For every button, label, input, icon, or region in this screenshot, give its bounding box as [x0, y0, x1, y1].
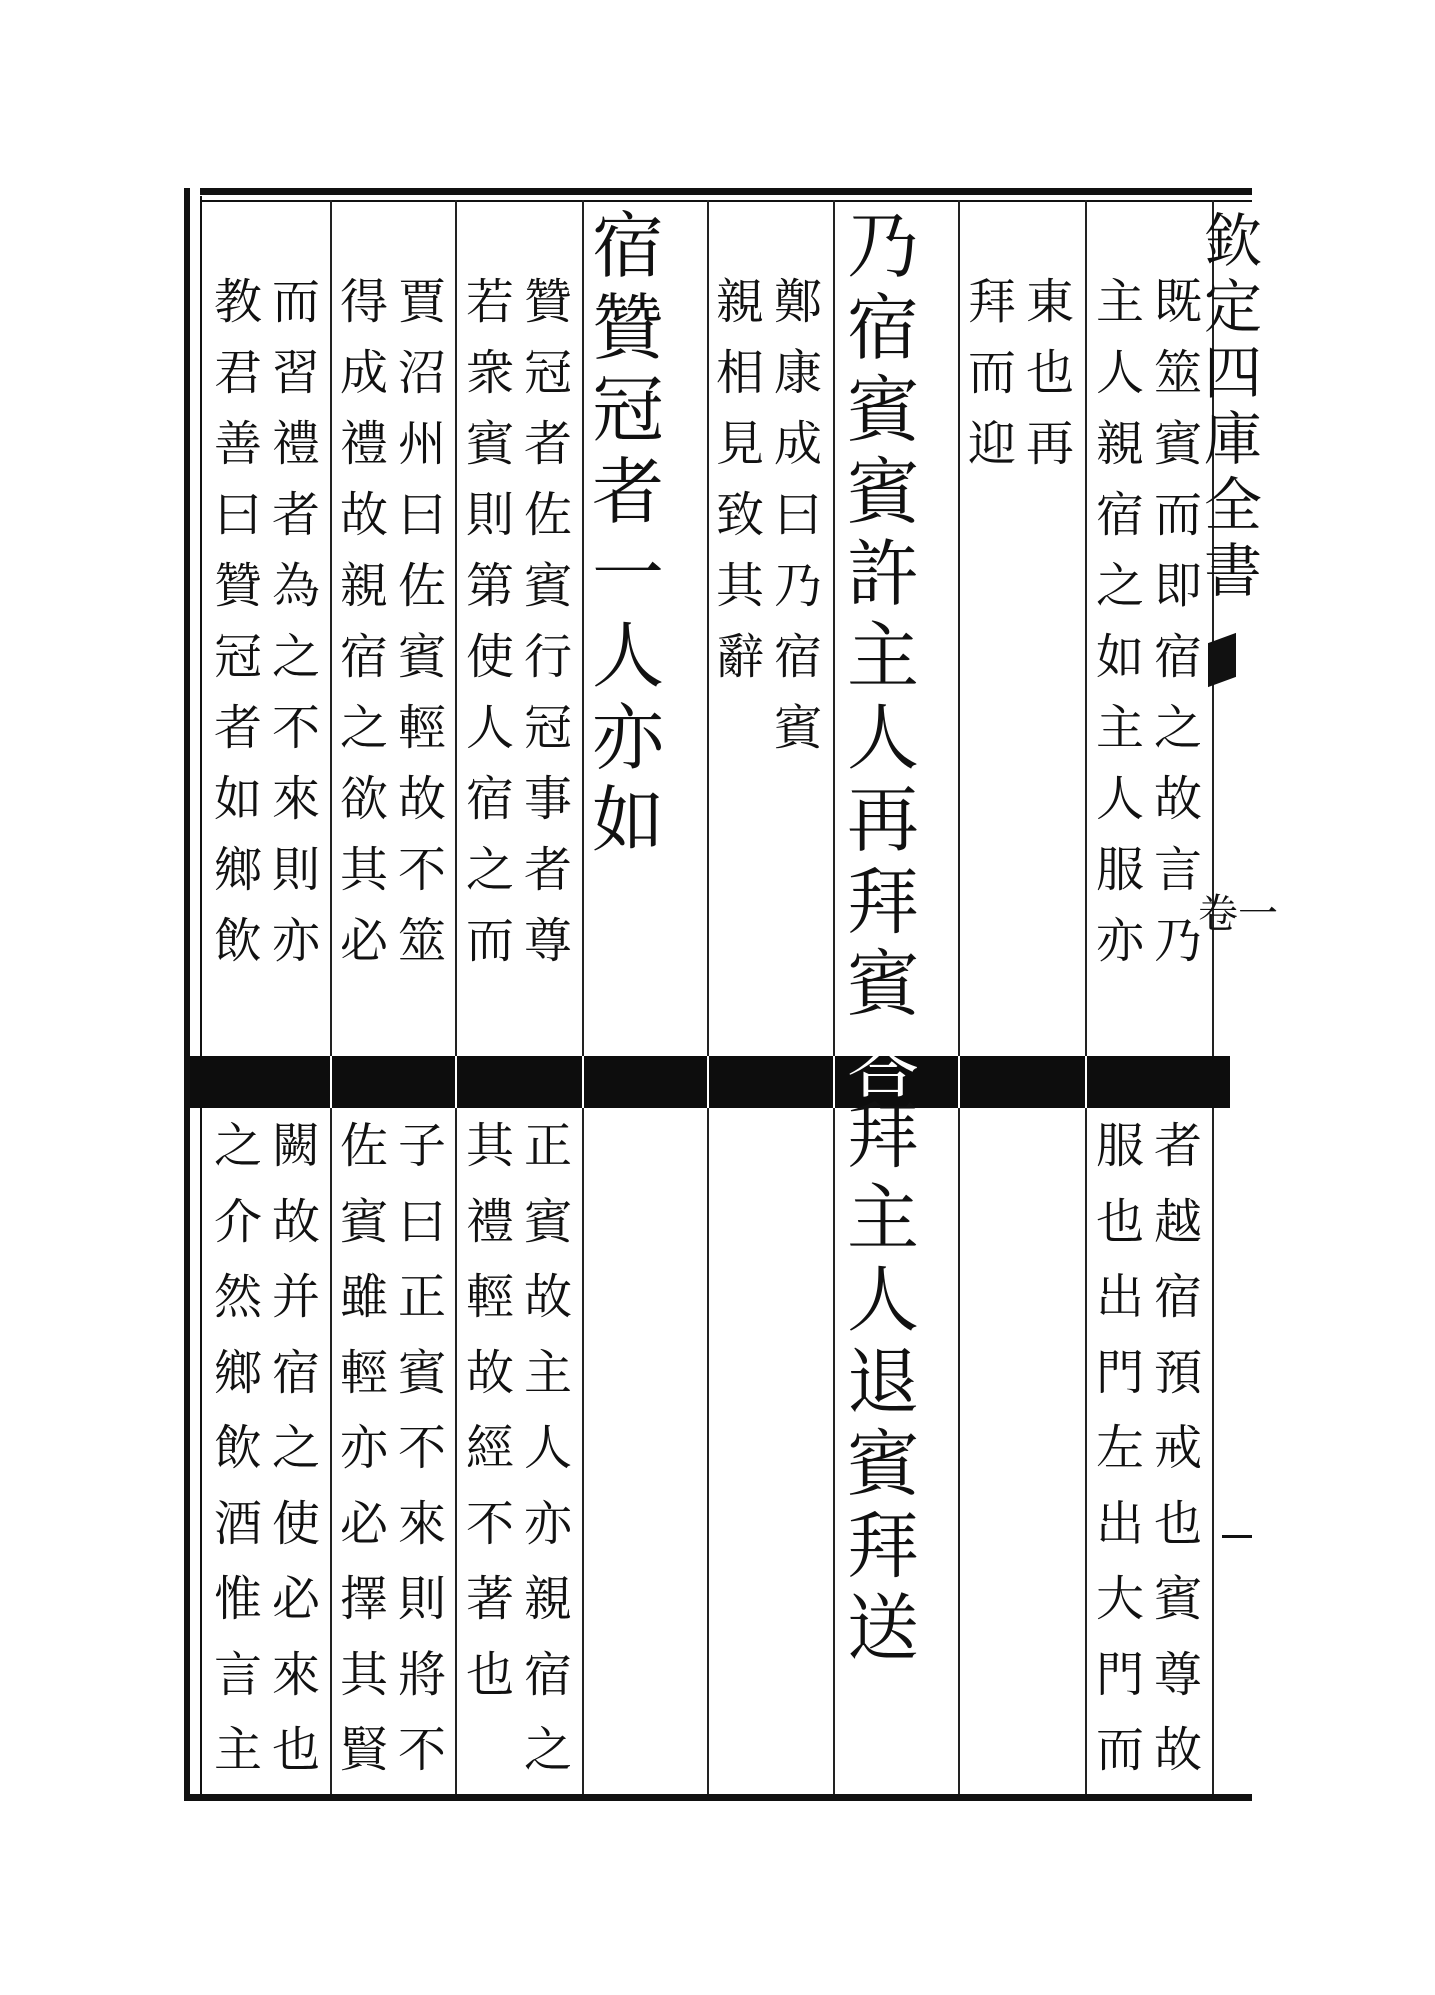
glyph: 也 [1095, 1193, 1144, 1250]
glyph: 賈 [397, 274, 446, 330]
glyph: 酒 [213, 984, 262, 1040]
glyph: 故 [523, 1269, 572, 1325]
glyph: 拜 [846, 1094, 919, 1178]
glyph: 著 [465, 1571, 514, 1627]
glyph: 主 [1095, 700, 1144, 756]
glyph: 賓 [339, 1193, 388, 1250]
glyph: 飲 [213, 913, 262, 969]
glyph: 佐 [523, 487, 572, 543]
glyph: 輕 [397, 700, 446, 756]
glyph: 來 [271, 771, 320, 827]
band-divider [707, 1056, 709, 1108]
glyph: 鄉 [213, 1344, 262, 1401]
column-divider [455, 200, 457, 1794]
band-divider [582, 1056, 584, 1108]
glyph: 拜 [846, 860, 919, 944]
glyph: 即 [1153, 558, 1202, 614]
glyph: 故 [271, 1193, 320, 1250]
glyph: 大 [1095, 1571, 1144, 1627]
glyph: 正 [523, 1118, 572, 1174]
glyph: 成 [339, 345, 388, 401]
column-divider [958, 200, 960, 1794]
glyph: 而 [1153, 487, 1202, 543]
glyph: 乃 [846, 204, 919, 288]
title-char: 欽 [1203, 207, 1262, 275]
band-divider [330, 1056, 332, 1108]
col-4b-top [712, 274, 768, 775]
glyph: 曰 [397, 487, 446, 543]
glyph: 宿 [1153, 1269, 1202, 1325]
glyph: 冠 [591, 368, 664, 452]
glyph: 朝 [1095, 984, 1144, 1040]
glyph: 賓 [846, 942, 919, 1026]
glyph: 不 [397, 1420, 446, 1476]
glyph: 人 [1095, 345, 1144, 401]
glyph: 者 [773, 771, 822, 827]
glyph: 如 [1095, 629, 1144, 685]
glyph: 第 [465, 558, 514, 614]
glyph: 親 [1095, 416, 1144, 472]
glyph: 也 [1025, 345, 1074, 401]
glyph: 主 [523, 1344, 572, 1401]
band-divider [455, 1056, 457, 1108]
glyph: 人 [1095, 771, 1144, 827]
col-8b-bottom [210, 1118, 266, 1802]
glyph: 來 [397, 1495, 446, 1552]
glyph: 之 [271, 1420, 320, 1476]
glyph: 賓 [465, 416, 514, 472]
glyph: 而 [1095, 1722, 1144, 1778]
glyph: 東 [1025, 274, 1074, 330]
title-char: 全 [1203, 471, 1262, 539]
title-char: 書 [1203, 537, 1262, 605]
col-8-bottom [268, 1118, 324, 1802]
glyph: 故 [1153, 771, 1202, 827]
glyph: 康 [773, 345, 822, 401]
glyph: 不 [397, 842, 446, 898]
glyph: 筮 [397, 913, 446, 969]
glyph: 闕 [271, 1118, 320, 1174]
glyph: 不 [397, 1722, 446, 1778]
title-char: 四 [1203, 339, 1262, 407]
glyph: 其 [715, 558, 764, 614]
fish-tail-mark [1208, 633, 1236, 687]
glyph: 不 [465, 1495, 514, 1552]
glyph: 尊 [1153, 1646, 1202, 1703]
col-5-top [586, 204, 670, 948]
frame-top-inner-border [200, 200, 1252, 202]
frame-top-border [200, 188, 1252, 195]
glyph: 者 [271, 487, 320, 543]
glyph: 許 [846, 532, 919, 616]
glyph: 鄉 [213, 842, 262, 898]
glyph: 贊 [591, 286, 664, 370]
glyph: 主 [213, 1722, 262, 1778]
glyph: 人 [846, 1258, 919, 1342]
glyph: 再 [1025, 416, 1074, 472]
glyph: 主 [846, 1176, 919, 1260]
col-1b-bottom [1092, 1118, 1148, 1802]
glyph: 賓 [523, 1193, 572, 1250]
glyph: 之 [213, 1118, 262, 1174]
glyph: 之 [1153, 700, 1202, 756]
glyph: 之 [1095, 558, 1144, 614]
glyph: 之 [591, 860, 664, 944]
glyph: 欲 [339, 771, 388, 827]
glyph: 亦 [1095, 913, 1144, 969]
glyph: 言 [213, 1646, 262, 1703]
glyph: 佐 [397, 558, 446, 614]
glyph: 也 [1153, 1495, 1202, 1552]
glyph: 人 [846, 696, 919, 780]
glyph: 為 [271, 558, 320, 614]
glyph: 主 [846, 614, 919, 698]
glyph: 既 [1153, 274, 1202, 330]
glyph: 宿 [1153, 629, 1202, 685]
glyph: 事 [523, 771, 572, 827]
glyph: 故 [465, 1344, 514, 1401]
band-divider [1085, 1056, 1087, 1108]
glyph: 乃 [773, 558, 822, 614]
glyph: 也 [715, 700, 764, 756]
glyph: 已 [465, 984, 514, 1040]
glyph: 再 [846, 778, 919, 862]
glyph: 者 [523, 842, 572, 898]
glyph: 而 [465, 913, 514, 969]
band-divider [958, 1056, 960, 1108]
glyph: 宿 [773, 629, 822, 685]
glyph: 有 [271, 984, 320, 1040]
glyph: 亦 [271, 913, 320, 969]
book-title [1200, 207, 1266, 608]
glyph: 宿 [1095, 487, 1144, 543]
glyph: 擇 [339, 1571, 388, 1627]
glyph: 答 [846, 1024, 919, 1108]
glyph: 也 [465, 1646, 514, 1703]
glyph: 宿 [271, 1344, 320, 1401]
glyph: 次 [523, 984, 572, 1040]
glyph: 賓 [773, 700, 822, 756]
col-8-top [268, 274, 324, 1059]
glyph: 習 [271, 345, 320, 401]
glyph: 人 [465, 700, 514, 756]
glyph: 也 [967, 487, 1016, 543]
glyph: 親 [523, 1571, 572, 1627]
glyph: 故 [397, 771, 446, 827]
glyph: 經 [465, 1420, 514, 1476]
glyph: 鄭 [773, 274, 822, 330]
glyph: 雖 [339, 1269, 388, 1325]
column-divider [330, 200, 332, 1794]
glyph: 人 [523, 1420, 572, 1476]
glyph: 酒 [213, 1495, 262, 1552]
glyph: 越 [1153, 1193, 1202, 1250]
band-divider [833, 1056, 835, 1108]
glyph: 然 [213, 1269, 262, 1325]
glyph: 戒 [1153, 1420, 1202, 1476]
glyph: 主 [1095, 274, 1144, 330]
glyph: 一 [591, 532, 664, 616]
glyph: 輕 [465, 1269, 514, 1325]
glyph: 宿 [846, 286, 919, 370]
glyph: 必 [339, 913, 388, 969]
glyph: 子 [397, 1118, 446, 1174]
glyph: 君 [213, 345, 262, 401]
glyph: 賓 [397, 1344, 446, 1401]
glyph: 賓 [846, 450, 919, 534]
column-divider [833, 200, 835, 1794]
glyph: 宿 [339, 629, 388, 685]
glyph: 門 [1095, 1646, 1144, 1703]
glyph: 亦 [591, 696, 664, 780]
glyph: 拜 [1025, 487, 1074, 543]
glyph: 之 [271, 629, 320, 685]
glyph: 其 [339, 842, 388, 898]
glyph: 曰 [397, 1193, 446, 1250]
glyph: 服 [1095, 1118, 1144, 1174]
glyph: 得 [339, 274, 388, 330]
glyph: 來 [271, 1646, 320, 1703]
col-7-bottom [394, 1118, 450, 1802]
col-6-bottom [520, 1118, 576, 1802]
frame-left-border [184, 188, 190, 1801]
glyph: 善 [213, 416, 262, 472]
col-2-top [1022, 274, 1078, 562]
glyph: 禮 [465, 1193, 514, 1250]
glyph: 其 [465, 1118, 514, 1174]
glyph: 亦 [339, 1420, 388, 1476]
glyph: 贊 [523, 274, 572, 330]
glyph: 州 [397, 416, 446, 472]
glyph: 預 [1153, 1344, 1202, 1401]
scan-damage-band [190, 1056, 1230, 1108]
glyph: 賓 [523, 558, 572, 614]
glyph: 送 [846, 1586, 919, 1670]
glyph: 冠 [523, 700, 572, 756]
glyph: 故 [1153, 1722, 1202, 1778]
glyph: 左 [1095, 1420, 1144, 1476]
glyph: 如 [591, 778, 664, 862]
column-divider [582, 200, 584, 1794]
glyph: 必 [339, 1495, 388, 1552]
glyph: 而 [967, 345, 1016, 401]
glyph: 如 [213, 771, 262, 827]
col-6-top [520, 274, 576, 1059]
glyph: 故 [339, 487, 388, 543]
glyph: 尊 [523, 913, 572, 969]
glyph: 辭 [715, 629, 764, 685]
title-char: 定 [1203, 273, 1262, 341]
col-1b-top [1092, 274, 1148, 1059]
col-6b-bottom [462, 1118, 518, 1726]
glyph: 佐 [339, 1118, 388, 1174]
glyph: 致 [715, 487, 764, 543]
glyph: 退 [846, 1340, 919, 1424]
glyph: 介 [213, 1193, 262, 1250]
glyph: 必 [271, 1571, 320, 1627]
glyph: 賓 [846, 1422, 919, 1506]
glyph: 賓 [1153, 416, 1202, 472]
glyph: 禮 [271, 416, 320, 472]
glyph: 人 [591, 614, 664, 698]
glyph: 筮 [1153, 345, 1202, 401]
glyph: 衆 [465, 345, 514, 401]
glyph: 亦 [523, 1495, 572, 1552]
glyph: 曰 [773, 487, 822, 543]
glyph: 若 [465, 274, 514, 330]
glyph: 服 [1095, 842, 1144, 898]
col-1-bottom [1150, 1118, 1206, 1802]
glyph: 拜 [967, 274, 1016, 330]
col-3-top [841, 204, 925, 1112]
column-divider [707, 200, 709, 1794]
glyph: 朱 [397, 984, 446, 1040]
glyph: 則 [397, 1571, 446, 1627]
glyph: 沼 [397, 345, 446, 401]
glyph: 拜 [846, 1504, 919, 1588]
glyph: 出 [1095, 1269, 1144, 1325]
glyph: 也 [271, 1722, 320, 1778]
glyph: 門 [1095, 1344, 1144, 1401]
col-2b-top [964, 274, 1020, 562]
glyph: 惟 [213, 1571, 262, 1627]
glyph: 乃 [1153, 913, 1202, 969]
glyph: 者 [591, 450, 664, 534]
glyph: 則 [465, 487, 514, 543]
glyph: 迎 [967, 416, 1016, 472]
glyph: 者 [523, 416, 572, 472]
glyph: 則 [271, 842, 320, 898]
margin-rule [1222, 1535, 1252, 1538]
glyph: 將 [397, 1646, 446, 1703]
glyph: 贊 [213, 558, 262, 614]
glyph: 者 [213, 700, 262, 756]
glyph: 相 [715, 345, 764, 401]
glyph: 宿 [591, 204, 664, 288]
glyph: 不 [271, 700, 320, 756]
glyph: 之 [523, 1722, 572, 1778]
glyph: 其 [339, 1646, 388, 1703]
glyph: 賢 [339, 1722, 388, 1778]
glyph: 宿 [1153, 984, 1202, 1040]
col-4-top [770, 274, 826, 846]
glyph: 而 [271, 274, 320, 330]
glyph: 飲 [213, 1420, 262, 1476]
col-7b-top [336, 274, 392, 1059]
glyph: 言 [1153, 842, 1202, 898]
glyph: 宿 [523, 1646, 572, 1703]
glyph: 見 [715, 416, 764, 472]
glyph: 禮 [339, 416, 388, 472]
glyph: 行 [523, 629, 572, 685]
col-3-bottom [841, 1094, 925, 1674]
glyph: 冠 [213, 629, 262, 685]
glyph: 冠 [523, 345, 572, 401]
glyph: 者 [1153, 1118, 1202, 1174]
glyph: 之 [339, 700, 388, 756]
column-divider [1085, 200, 1087, 1794]
glyph: 賓 [1153, 1571, 1202, 1627]
col-7-top [394, 274, 450, 1059]
glyph: 賓 [846, 368, 919, 452]
glyph: 宿 [465, 771, 514, 827]
col-1-top [1150, 274, 1206, 1059]
glyph: 使 [465, 629, 514, 685]
glyph: 輕 [339, 1344, 388, 1401]
glyph: 成 [773, 416, 822, 472]
glyph: 曰 [213, 487, 262, 543]
glyph: 出 [1095, 1495, 1144, 1552]
glyph: 教 [213, 274, 262, 330]
glyph: 來 [339, 984, 388, 1040]
col-6b-top [462, 274, 518, 1059]
glyph: 親 [339, 558, 388, 614]
glyph: 正 [397, 1269, 446, 1325]
glyph: 并 [271, 1269, 320, 1325]
frame-left-inner-border [200, 196, 202, 1796]
col-7b-bottom [336, 1118, 392, 1802]
glyph: 親 [715, 274, 764, 330]
volume-label: 卷一 [1198, 891, 1278, 937]
glyph: 之 [465, 842, 514, 898]
glyph: 使 [271, 1495, 320, 1552]
title-char: 庫 [1203, 405, 1262, 473]
glyph: 賓 [397, 629, 446, 685]
col-8b-top [210, 274, 266, 1059]
